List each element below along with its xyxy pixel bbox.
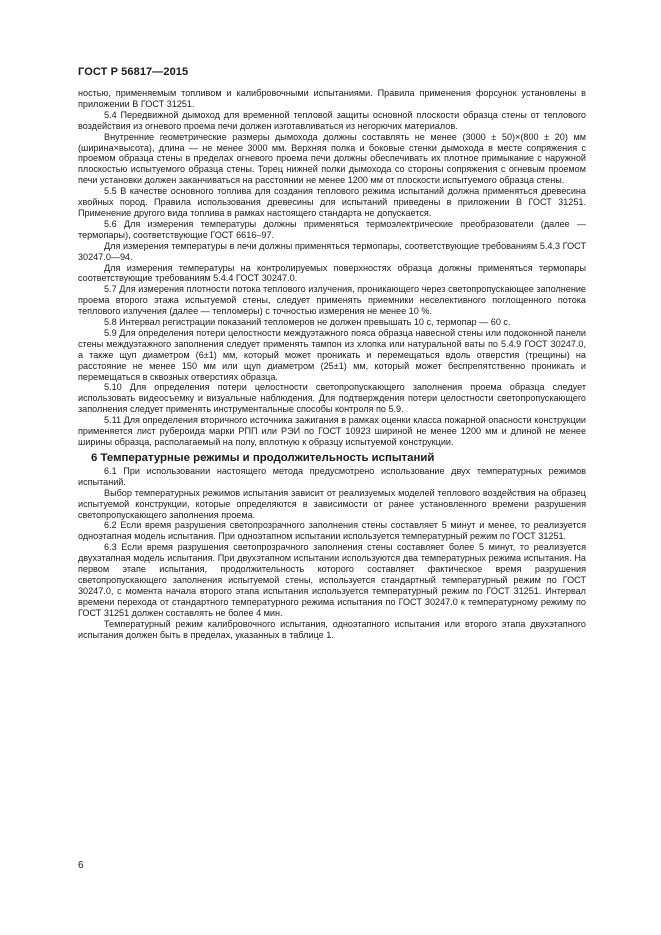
paragraph: Внутренние геометрические размеры дымохода должны составлять не менее (3000 ± 50)×(800 ± 20) мм (ширина×высота), длина — не менее 3000 мм. Верхняя полка и боковые стенки дымохода в месте сопряжения с проемом образца стены в пределах огневого проема печи должны обеспечивать их плотное примыкание с наружной плоскостью испытуемого образца стены. Торец нижней полки дымохода со стороны сопряжения с огневым проемом печи установки должен заканчиваться на расстоянии не менее 1200 мм от плоскости испытуемого образца стены. bbox=[78, 131, 586, 186]
paragraph: ностью, применяемым топливом и калибровочными испытаниями. Правила применения форсунок установлены в приложении В ГОСТ 31251. bbox=[78, 88, 586, 109]
section-5-paragraphs bbox=[78, 88, 586, 448]
page-number: 6 bbox=[78, 860, 84, 871]
paragraph: 5.11 Для определения вторичного источника зажигания в рамках оценки класса пожарной опасности конструкции применяется лист рубероида марки РПП или РЭИ по ГОСТ 10923 шириной не менее 1200 мм и длиной не менее ширины образца, располагаемый на полу, вплотную к образцу испытуемой конструкции. bbox=[78, 415, 586, 447]
section-6-heading: 6 Температурные режимы и продолжительность испытаний bbox=[91, 451, 435, 464]
paragraph: 6.2 Если время разрушения светопрозрачного заполнения стены составляет 5 минут и менее, то реализуется одноэтапная модель испытания. При одноэтапном испытании используется температурный режим по ГОСТ 31251. bbox=[78, 520, 586, 542]
paragraph: 5.8 Интервал регистрации показаний тепломеров не должен превышать 10 с, термопар — 60 с. bbox=[104, 317, 511, 328]
paragraph: 5.4 Передвижной дымоход для временной тепловой защиты основной плоскости образца стены от теплового воздействия из огневого проема печи должен изготавливаться из негорючих материалов. bbox=[78, 109, 586, 131]
paragraph: 6.1 При использовании настоящего метода предусмотрено использование двух температурных режимов испытаний. bbox=[78, 465, 586, 487]
section-6-paragraphs bbox=[78, 466, 586, 641]
paragraph: Выбор температурных режимов испытания зависит от реализуемых моделей теплового воздействия на образец испытуемой конструкции, которые определяются в зависимости от ранее установленного времени разрушения светопропускающего заполнения проема. bbox=[78, 487, 586, 520]
document-header: ГОСТ Р 56817—2015 bbox=[78, 66, 189, 78]
paragraph: 6.3 Если время разрушения светопрозрачного заполнения стены составляет более 5 минут, то реализуется двухэтапная модель испытания. При двухэтапном испытании используются два температурных режима испытания. На первом этапе испытания, продолжительность которого составляет фактическое время разрушения светопропускающего заполнения испытуемой стены, используется стандартный температурный режим по ГОСТ 30247.0, с момента начала второго этапа испытания используется температурный режим по ГОСТ 31251. Интервал времени перехода от стандартного температурного режима испытания по ГОСТ 30247.0 к температурному режиму по ГОСТ 31251 должен составлять не более 4 мин. bbox=[78, 542, 586, 618]
paragraph: Для измерения температуры на контролируемых поверхностях образца должны применяться термопары соответствующие требованиям 5.4.4 ГОСТ 30247.0. bbox=[78, 262, 586, 284]
paragraph: 5.7 Для измерения плотности потока теплового излучения, проникающего через светопропускающее заполнение проема второго этажа испытуемой стены, следует применять приемники неселективного поглощенного потока теплового излучения (далее — тепломеры) с точностью измерения не менее 10 %. bbox=[78, 284, 586, 317]
paragraph: 5.6 Для измерения температуры должны применяться термоэлектрические преобразователи (далее — термопары), соответствующие ГОСТ 6616–97. bbox=[78, 218, 586, 240]
paragraph: 5.5 В качестве основного топлива для создания теплового режима испытаний должна применяться древесина хвойных пород. Правила использования древесины для испытаний приведены в приложении В ГОСТ 31251. Применение другого вида топлива в рамках настоящего стандарта не допускается. bbox=[78, 186, 586, 218]
document-body bbox=[78, 88, 586, 640]
paragraph: 5.10 Для определения потери целостности светопропускающего заполнения проема образца следует использовать видеосъемку и визуальные наблюдения. Для подтверждения потери целостности светопропускающего заполнения следует применять инструментальные способы контроля по 5.9. bbox=[78, 382, 586, 415]
paragraph: Для измерения температуры в печи должны применяться термопары, соответствующие требованиям 5.4.3 ГОСТ 30247.0—94. bbox=[78, 240, 586, 262]
paragraph: Температурный режим калибровочного испытания, одноэтапного испытания или второго этапа двухэтапного испытания должен быть в пределах, указанных в таблице 1. bbox=[78, 618, 586, 640]
paragraph: 5.9 Для определения потери целостности междуэтажного пояса образца навесной стены или подоконной панели стены междуэтажного заполнения следует применять тампон из хлопка или натуральной ваты по 5.4.9 ГОСТ 30247.0, а также щуп диаметром (6±1) мм, который может проникать и перемещаться вдоль отверстия (трещины) на расстояние не менее 150 мм или щуп диаметром (25±1) мм, который может беспрепятственно проникать и перемещаться в сквозных отверстиях образца. bbox=[78, 327, 586, 382]
